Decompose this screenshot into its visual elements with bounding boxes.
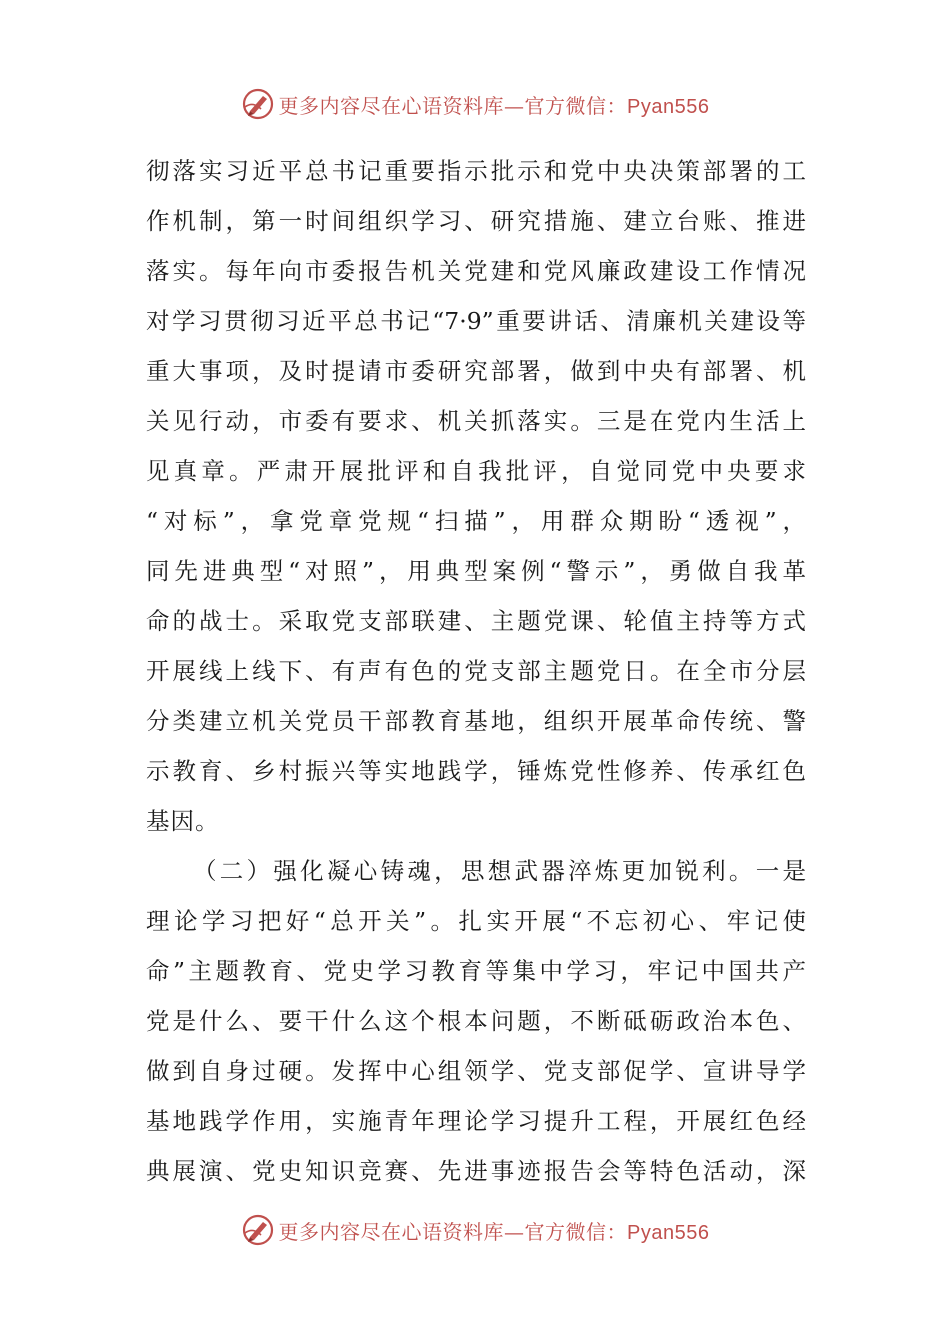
text-line: 对学习贯彻习近平总书记“7·9”重要讲话、清廉机关建设等 (146, 307, 806, 335)
text-line: 做到自身过硬。发挥中心组领学、党支部促学、宣讲导学 (146, 1057, 806, 1085)
text-line: 彻落实习近平总书记重要指示批示和党中央决策部署的工 (146, 157, 806, 185)
text-line: 同先进典型“对照”，用典型案例“警示”，勇做自我革 (146, 557, 806, 585)
text-line: 基地践学作用，实施青年理论学习提升工程，开展红色经 (146, 1107, 806, 1135)
text-line: 理论学习把好“总开关”。扎实开展“不忘初心、牢记使 (146, 907, 806, 935)
text-line: 分类建立机关党员干部教育基地，组织开展革命传统、警 (146, 707, 806, 735)
text-line: 示教育、乡村振兴等实地践学，锤炼党性修养、传承红色 (146, 757, 806, 785)
footer-watermark-banner (0, 1210, 950, 1250)
document-body (146, 146, 806, 1196)
text-line: 党是什么、要干什么这个根本问题，不断砥砺政治本色、 (146, 1007, 806, 1035)
text-line: 开展线上线下、有声有色的党支部主题党日。在全市分层 (146, 657, 806, 685)
section-heading-line: （二）强化凝心铸魂，思想武器淬炼更加锐利。一是 (193, 857, 806, 885)
watermark-text: 更多内容尽在心语资料库—官方微信：Pyan556 (278, 1219, 710, 1244)
text-line: 作机制，第一时间组织学习、研究措施、建立台账、推进 (146, 207, 806, 235)
text-line: 落实。每年向市委报告机关党建和党风廉政建设工作情况 (146, 257, 806, 285)
text-line: 重大事项，及时提请市委研究部署，做到中央有部署、机 (146, 357, 806, 385)
text-line: 命”主题教育、党史学习教育等集中学习，牢记中国共产 (146, 957, 806, 985)
wechat-id: Pyan556 (627, 1221, 710, 1244)
text-line: 典展演、党史知识竞赛、先进事迹报告会等特色活动，深 (146, 1157, 806, 1185)
watermark-text: 更多内容尽在心语资料库—官方微信：Pyan556 (278, 93, 710, 118)
wechat-id: Pyan556 (627, 95, 710, 118)
pen-logo-icon (241, 87, 275, 121)
text-line: “对标”，拿党章党规“扫描”，用群众期盼“透视”， (146, 507, 806, 535)
header-watermark-banner (0, 84, 950, 124)
text-line: 命的战士。采取党支部联建、主题党课、轮值主持等方式 (146, 607, 806, 635)
text-line: 见真章。严肃开展批评和自我批评，自觉同党中央要求 (146, 457, 806, 485)
text-line: 关见行动，市委有要求、机关抓落实。三是在党内生活上 (146, 407, 806, 435)
pen-logo-icon (241, 1213, 275, 1247)
paragraph-end-line: 基因。 (146, 807, 220, 835)
